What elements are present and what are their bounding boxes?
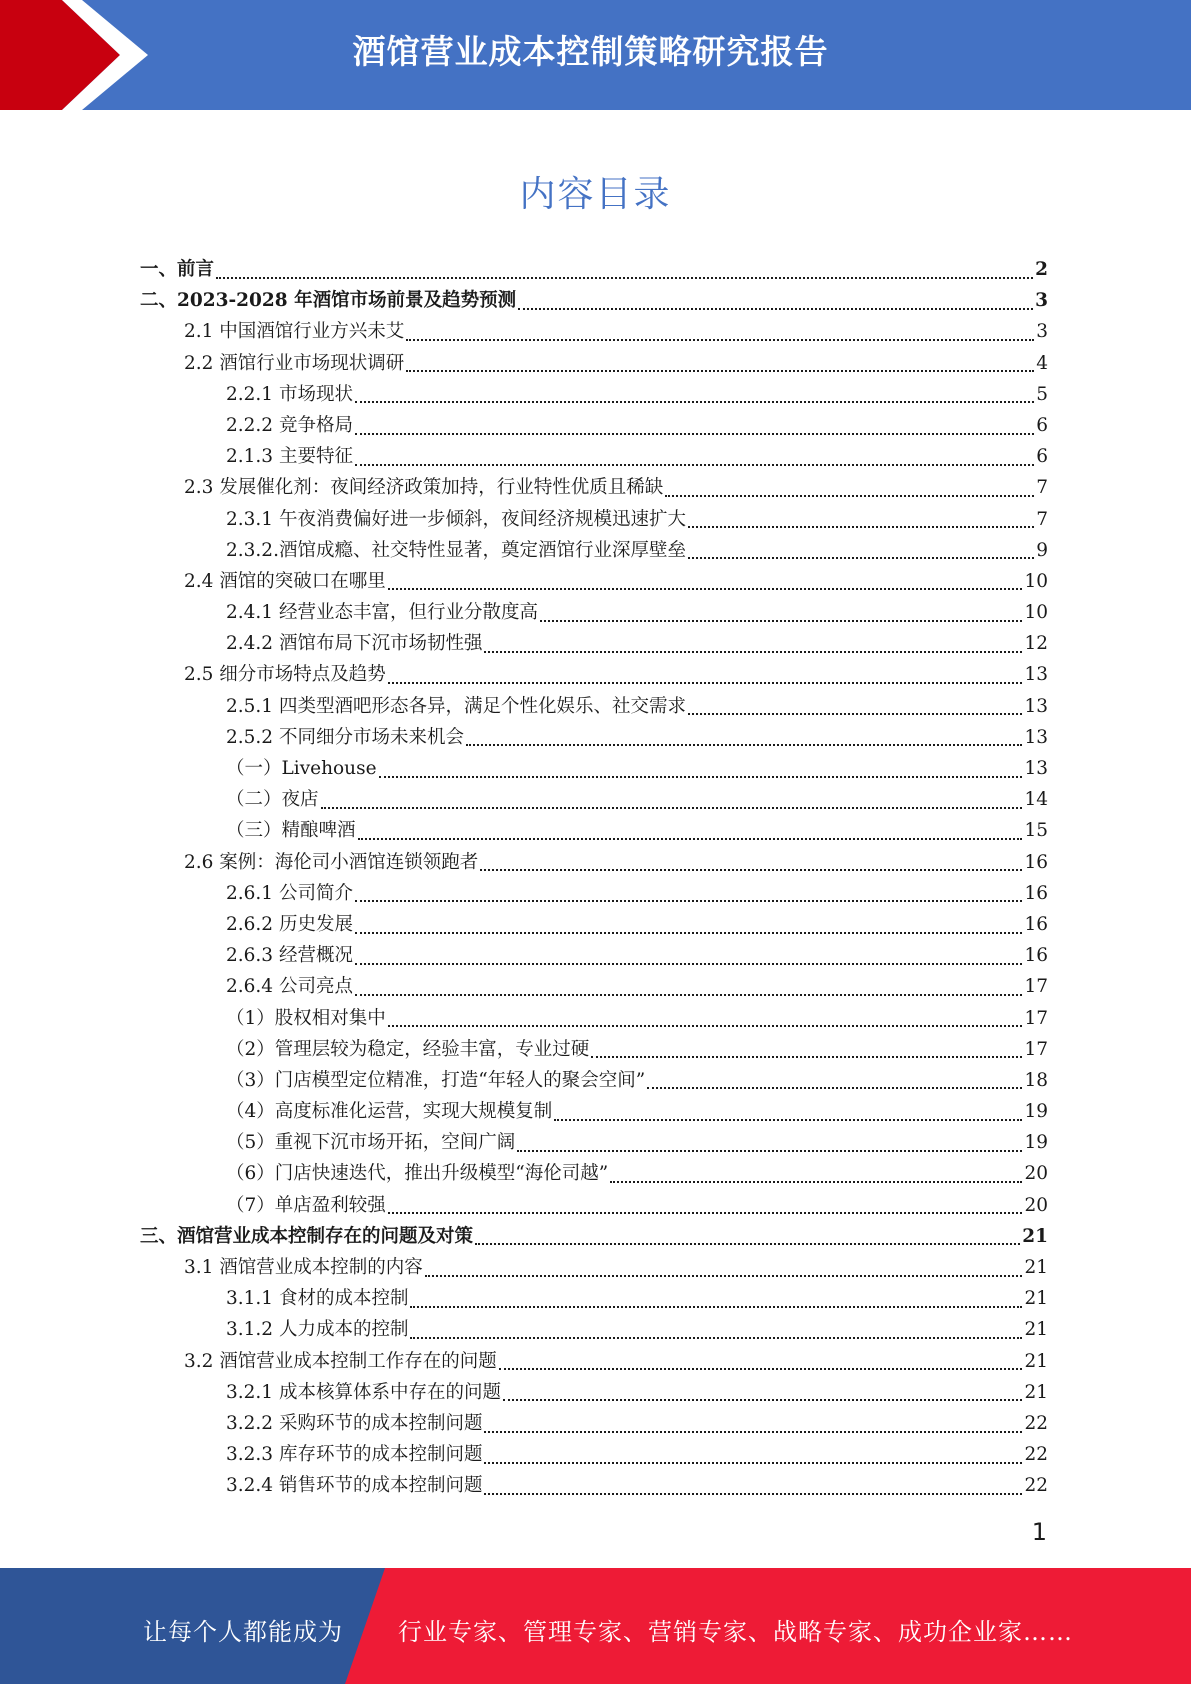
toc-entry-page: 17 xyxy=(1024,976,1048,998)
toc-entry[interactable] xyxy=(140,940,1048,971)
toc-entry-label: （一）Livehouse xyxy=(226,758,377,779)
toc-leader-dots xyxy=(484,1431,1022,1433)
toc-entry-label: 2.6.2 历史发展 xyxy=(226,913,353,935)
toc-leader-dots xyxy=(484,1462,1022,1464)
toc-entry-page: 14 xyxy=(1024,789,1048,811)
toc-leader-dots xyxy=(388,682,1023,684)
toc-entry-label: （1）股权相对集中 xyxy=(226,1007,386,1029)
toc-leader-dots xyxy=(355,963,1023,965)
toc-entry[interactable] xyxy=(140,784,1048,815)
page-footer xyxy=(0,1568,1191,1684)
page-number: 1 xyxy=(1031,1518,1047,1546)
toc-entry-page: 6 xyxy=(1036,446,1048,468)
toc-entry-page: 17 xyxy=(1024,1007,1048,1029)
toc-entry[interactable] xyxy=(140,909,1048,940)
toc-entry-label: 2.6.1 公司简介 xyxy=(226,882,353,904)
toc-leader-dots xyxy=(688,526,1034,528)
toc-leader-dots xyxy=(321,807,1023,809)
toc-entry[interactable] xyxy=(140,1252,1048,1283)
toc-entry-page: 6 xyxy=(1036,414,1048,436)
toc-entry[interactable] xyxy=(140,1065,1048,1096)
toc-entry-label: 2.6.4 公司亮点 xyxy=(226,976,353,998)
toc-leader-dots xyxy=(355,464,1034,466)
toc-entry-page: 15 xyxy=(1024,820,1048,842)
toc-leader-dots xyxy=(610,1181,1022,1183)
toc-entry-label: 2.4 酒馆的突破口在哪里 xyxy=(184,570,386,592)
toc-leader-dots xyxy=(540,620,1022,622)
toc-entry-label: 2.2 酒馆行业市场现状调研 xyxy=(184,352,405,374)
toc-leader-dots xyxy=(517,1150,1022,1152)
toc-entry[interactable] xyxy=(140,1408,1048,1439)
toc-leader-dots xyxy=(358,838,1023,840)
toc-entry-label: 2.5.2 不同细分市场未来机会 xyxy=(226,726,464,748)
toc-leader-dots xyxy=(466,744,1022,746)
toc-entry-page: 16 xyxy=(1024,851,1048,873)
toc-entry[interactable] xyxy=(140,441,1048,472)
toc-entry-label: 二、2023-2028 年酒馆市场前景及趋势预测 xyxy=(140,290,517,312)
toc-entry-label: 2.6 案例：海伦司小酒馆连锁领跑者 xyxy=(184,851,479,873)
toc-entry-label: （6）门店快速迭代，推出升级模型“海伦司越” xyxy=(226,1163,609,1185)
toc-leader-dots xyxy=(475,1243,1020,1245)
toc-entry[interactable] xyxy=(140,722,1048,753)
toc-leader-dots xyxy=(688,557,1034,559)
toc-leader-dots xyxy=(425,1275,1023,1277)
toc-leader-dots xyxy=(379,776,1023,778)
toc-entry[interactable] xyxy=(140,1346,1048,1377)
toc-entry-page: 22 xyxy=(1024,1475,1048,1497)
toc-entry-page: 18 xyxy=(1024,1069,1048,1091)
toc-entry-page: 22 xyxy=(1024,1444,1048,1466)
toc-entry[interactable] xyxy=(140,847,1048,878)
toc-entry-label: 2.1.3 主要特征 xyxy=(226,446,353,468)
toc-entry-label: 2.3.1 午夜消费偏好进一步倾斜，夜间经济规模迅速扩大 xyxy=(226,508,686,530)
toc-entry[interactable] xyxy=(140,691,1048,722)
toc-entry-label: 3.2.4 销售环节的成本控制问题 xyxy=(226,1475,483,1497)
toc-entry-page: 21 xyxy=(1024,1288,1048,1310)
toc-entry-label: 2.5 细分市场特点及趋势 xyxy=(184,664,386,686)
toc-entry-page: 3 xyxy=(1035,290,1048,312)
toc-entry-label: （3）门店模型定位精准，打造“年轻人的聚会空间” xyxy=(226,1069,646,1091)
toc-entry-label: （二）夜店 xyxy=(226,789,319,811)
toc-leader-dots xyxy=(499,1368,1023,1370)
toc-entry-page: 4 xyxy=(1036,352,1048,374)
toc-entry-label: 2.2.1 市场现状 xyxy=(226,383,353,405)
toc-entry-label: （2）管理层较为稳定，经验丰富，专业过硬 xyxy=(226,1038,590,1060)
toc-entry[interactable] xyxy=(140,1470,1048,1501)
toc-leader-dots xyxy=(355,401,1034,403)
toc-entry[interactable] xyxy=(140,1034,1048,1065)
toc-leader-dots xyxy=(388,1025,1023,1027)
table-of-contents xyxy=(140,254,1048,1502)
toc-entry-label: 3.2.1 成本核算体系中存在的问题 xyxy=(226,1381,501,1403)
toc-entry-page: 13 xyxy=(1024,726,1048,748)
toc-leader-dots xyxy=(484,651,1022,653)
toc-entry-page: 16 xyxy=(1024,945,1048,967)
toc-entry-label: 2.4.2 酒馆布局下沉市场韧性强 xyxy=(226,633,483,655)
toc-entry[interactable] xyxy=(140,316,1048,347)
toc-entry-page: 17 xyxy=(1024,1038,1048,1060)
toc-entry[interactable] xyxy=(140,815,1048,846)
toc-entry-label: 3.1.1 食材的成本控制 xyxy=(226,1288,409,1310)
toc-leader-dots xyxy=(355,900,1023,902)
toc-entry-label: 2.4.1 经营业态丰富，但行业分散度高 xyxy=(226,602,538,624)
toc-entry-label: 2.1 中国酒馆行业方兴未艾 xyxy=(184,321,405,343)
toc-entry[interactable] xyxy=(140,348,1048,379)
toc-leader-dots xyxy=(216,277,1033,279)
toc-entry-label: 2.2.2 竞争格局 xyxy=(226,414,353,436)
toc-leader-dots xyxy=(518,308,1033,310)
toc-entry-page: 7 xyxy=(1036,508,1048,530)
toc-leader-dots xyxy=(406,370,1034,372)
toc-entry[interactable] xyxy=(140,659,1048,690)
toc-entry-page: 16 xyxy=(1024,882,1048,904)
toc-leader-dots xyxy=(410,1306,1022,1308)
toc-entry-label: 2.5.1 四类型酒吧形态各异，满足个性化娱乐、社交需求 xyxy=(226,695,686,717)
toc-entry-page: 21 xyxy=(1024,1381,1048,1403)
toc-leader-dots xyxy=(591,1056,1022,1058)
toc-entry-page: 7 xyxy=(1036,477,1048,499)
toc-entry-page: 21 xyxy=(1024,1350,1048,1372)
toc-entry[interactable] xyxy=(140,878,1048,909)
toc-entry-page: 21 xyxy=(1024,1257,1048,1278)
toc-entry-page: 16 xyxy=(1024,913,1048,935)
toc-entry-page: 13 xyxy=(1024,758,1048,779)
toc-entry-page: 13 xyxy=(1024,695,1048,717)
toc-entry-label: （5）重视下沉市场开拓，空间广阔 xyxy=(226,1132,516,1154)
toc-leader-dots xyxy=(406,339,1034,341)
toc-entry-page: 2 xyxy=(1035,259,1048,280)
toc-entry-label: 3.1 酒馆营业成本控制的内容 xyxy=(184,1257,423,1278)
toc-entry-page: 19 xyxy=(1024,1101,1048,1123)
toc-entry[interactable] xyxy=(140,1439,1048,1470)
toc-leader-dots xyxy=(665,495,1034,497)
toc-entry[interactable] xyxy=(140,254,1048,285)
toc-entry-label: 2.3.2.酒馆成瘾、社交特性显著，奠定酒馆行业深厚壁垒 xyxy=(226,539,686,561)
toc-leader-dots xyxy=(688,713,1022,715)
toc-entry[interactable] xyxy=(140,566,1048,597)
toc-entry[interactable] xyxy=(140,285,1048,316)
toc-entry[interactable] xyxy=(140,1377,1048,1408)
toc-entry-label: 三、酒馆营业成本控制存在的问题及对策 xyxy=(140,1225,474,1247)
toc-entry[interactable] xyxy=(140,1314,1048,1345)
toc-entry-page: 13 xyxy=(1024,664,1048,686)
toc-entry-label: 3.2 酒馆营业成本控制工作存在的问题 xyxy=(184,1350,497,1372)
toc-leader-dots xyxy=(388,1212,1023,1214)
toc-entry-label: 3.2.2 采购环节的成本控制问题 xyxy=(226,1412,483,1434)
toc-leader-dots xyxy=(484,1493,1022,1495)
page-header xyxy=(0,0,1191,110)
footer-slogan-left: 让每个人都能成为 xyxy=(143,1618,343,1646)
toc-entry-page: 9 xyxy=(1036,539,1048,561)
toc-entry[interactable] xyxy=(140,597,1048,628)
toc-entry-page: 20 xyxy=(1024,1194,1048,1216)
toc-entry-label: （7）单店盈利较强 xyxy=(226,1194,386,1216)
toc-entry-label: 一、前言 xyxy=(140,259,215,280)
toc-entry-label: 2.6.3 经营概况 xyxy=(226,945,353,967)
toc-heading: 内容目录 xyxy=(519,174,672,215)
toc-entry-page: 3 xyxy=(1036,321,1048,343)
toc-entry[interactable] xyxy=(140,1158,1048,1189)
toc-entry-page: 12 xyxy=(1024,633,1048,655)
toc-entry[interactable] xyxy=(140,1221,1048,1252)
toc-entry-label: 3.2.3 库存环节的成本控制问题 xyxy=(226,1444,483,1466)
toc-entry-label: 3.1.2 人力成本的控制 xyxy=(226,1319,409,1341)
toc-entry[interactable] xyxy=(140,535,1048,566)
toc-entry[interactable] xyxy=(140,753,1048,784)
toc-entry-page: 10 xyxy=(1024,570,1048,592)
toc-leader-dots xyxy=(503,1399,1022,1401)
toc-leader-dots xyxy=(410,1337,1022,1339)
toc-entry-page: 22 xyxy=(1024,1412,1048,1434)
toc-leader-dots xyxy=(355,994,1023,996)
toc-entry[interactable] xyxy=(140,1283,1048,1314)
toc-entry-page: 21 xyxy=(1024,1319,1048,1341)
toc-entry-page: 20 xyxy=(1024,1163,1048,1185)
report-title: 酒馆营业成本控制策略研究报告 xyxy=(352,32,829,71)
footer-slogan-right: 行业专家、管理专家、营销专家、战略专家、成功企业家…… xyxy=(398,1618,1073,1646)
toc-leader-dots xyxy=(647,1087,1022,1089)
toc-entry[interactable] xyxy=(140,472,1048,503)
toc-entry[interactable] xyxy=(140,1190,1048,1221)
toc-leader-dots xyxy=(554,1119,1022,1121)
toc-entry[interactable] xyxy=(140,1096,1048,1127)
toc-entry-label: （三）精酿啤酒 xyxy=(226,820,356,842)
toc-entry-page: 10 xyxy=(1024,602,1048,624)
toc-entry-page: 21 xyxy=(1022,1225,1048,1247)
toc-entry-label: （4）高度标准化运营，实现大规模复制 xyxy=(226,1101,553,1123)
toc-leader-dots xyxy=(480,869,1022,871)
toc-entry[interactable] xyxy=(140,379,1048,410)
toc-entry[interactable] xyxy=(140,504,1048,535)
toc-entry[interactable] xyxy=(140,628,1048,659)
toc-leader-dots xyxy=(388,588,1023,590)
toc-entry[interactable] xyxy=(140,1003,1048,1034)
toc-entry-page: 5 xyxy=(1036,383,1048,405)
toc-entry-page: 19 xyxy=(1024,1132,1048,1154)
toc-leader-dots xyxy=(355,433,1034,435)
toc-leader-dots xyxy=(355,932,1023,934)
toc-entry[interactable] xyxy=(140,410,1048,441)
toc-entry[interactable] xyxy=(140,971,1048,1002)
toc-entry[interactable] xyxy=(140,1127,1048,1158)
toc-entry-label: 2.3 发展催化剂：夜间经济政策加持，行业特性优质且稀缺 xyxy=(184,477,664,499)
